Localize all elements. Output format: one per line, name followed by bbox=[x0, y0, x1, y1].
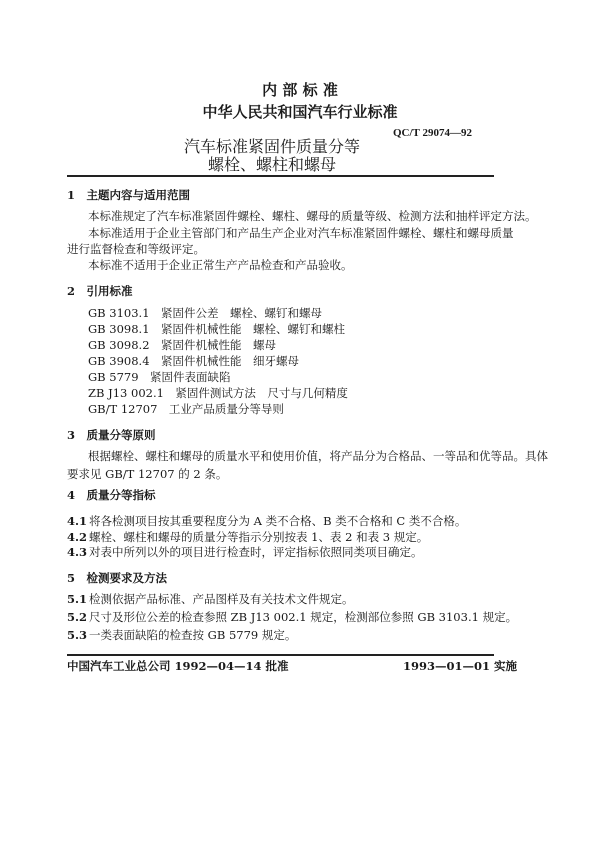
section-1-para: 进行监督检查和等级评定。 bbox=[67, 242, 205, 256]
clause-number: 4.1 bbox=[67, 514, 88, 528]
footer-divider bbox=[67, 654, 494, 656]
approval-date: 中国汽车工业总公司 1992—04—14 批准 bbox=[67, 659, 289, 673]
clause-text: 将各检测项目按其重要程度分为 A 类不合格、B 类不合格和 C 类不合格。 bbox=[89, 514, 467, 528]
clause-number: 4.2 bbox=[67, 530, 88, 544]
clause-4-1 bbox=[67, 514, 466, 528]
section-4-heading: 4 质量分等指标 bbox=[67, 488, 156, 502]
clause-text: 一类表面缺陷的检查按 GB 5779 规定。 bbox=[89, 628, 297, 642]
clause-5-1 bbox=[67, 592, 354, 606]
effective-date: 1993—01—01 实施 bbox=[403, 659, 518, 673]
clause-text: 检测依据产品标准、产品图样及有关技术文件规定。 bbox=[89, 592, 354, 606]
clause-4-3 bbox=[67, 545, 423, 559]
section-1-para: 本标准不适用于企业正常生产产品检查和产品验收。 bbox=[88, 258, 353, 272]
section-1-para: 本标准规定了汽车标准紧固件螺栓、螺柱、螺母的质量等级、检测方法和抽样评定方法。 bbox=[88, 209, 537, 223]
reference-item: GB 3098.1 紧固件机械性能 螺栓、螺钉和螺柱 bbox=[88, 322, 346, 336]
section-1-para: 本标准适用于企业主管部门和产品生产企业对汽车标准紧固件螺栓、螺柱和螺母质量 bbox=[88, 226, 514, 240]
clause-text: 尺寸及形位公差的检查参照 ZB J13 002.1 规定，检测部位参照 GB 3103.1 规定。 bbox=[89, 610, 518, 624]
internal-standard-label: 内 部 标 准 bbox=[262, 81, 338, 99]
reference-item: ZB J13 002.1 紧固件测试方法 尺寸与几何精度 bbox=[88, 386, 348, 400]
clause-4-2 bbox=[67, 530, 428, 544]
reference-item: GB 5779 紧固件表面缺陷 bbox=[88, 370, 231, 384]
doc-title-line1: 汽车标准紧固件质量分等 bbox=[183, 137, 360, 156]
section-3-para: 要求见 GB/T 12707 的 2 条。 bbox=[67, 467, 228, 481]
clause-5-3 bbox=[67, 628, 296, 642]
doc-title-line2: 螺栓、螺柱和螺母 bbox=[207, 155, 336, 174]
section-5-heading: 5 检测要求及方法 bbox=[67, 571, 168, 585]
clause-number: 5.1 bbox=[67, 592, 88, 606]
clause-number: 4.3 bbox=[67, 545, 88, 559]
reference-item: GB/T 12707 工业产品质量分等导则 bbox=[88, 402, 284, 416]
clause-number: 5.2 bbox=[67, 610, 88, 624]
section-3-para: 根据螺栓、螺柱和螺母的质量水平和使用价值，将产品分为合格品、一等品和优等品。具体 bbox=[88, 449, 548, 463]
header-divider bbox=[67, 175, 494, 177]
clause-text: 螺栓、螺柱和螺母的质量分等指示分别按表 1、表 2 和表 3 规定。 bbox=[89, 530, 429, 544]
clause-text: 对表中所列以外的项目进行检查时，评定指标依照同类项目确定。 bbox=[89, 545, 423, 559]
industry-standard-label: 中华人民共和国汽车行业标准 bbox=[202, 103, 398, 121]
reference-item: GB 3908.4 紧固件机械性能 细牙螺母 bbox=[88, 354, 300, 368]
section-1-heading: 1 主题内容与适用范围 bbox=[67, 188, 191, 202]
standard-code: QC/T 29074—92 bbox=[393, 127, 472, 139]
clause-number: 5.3 bbox=[67, 628, 88, 642]
clause-5-2 bbox=[67, 610, 517, 624]
section-3-heading: 3 质量分等原则 bbox=[67, 428, 156, 442]
reference-item: GB 3103.1 紧固件公差 螺栓、螺钉和螺母 bbox=[88, 306, 323, 320]
reference-item: GB 3098.2 紧固件机械性能 螺母 bbox=[88, 338, 277, 352]
section-2-heading: 2 引用标准 bbox=[67, 284, 133, 298]
